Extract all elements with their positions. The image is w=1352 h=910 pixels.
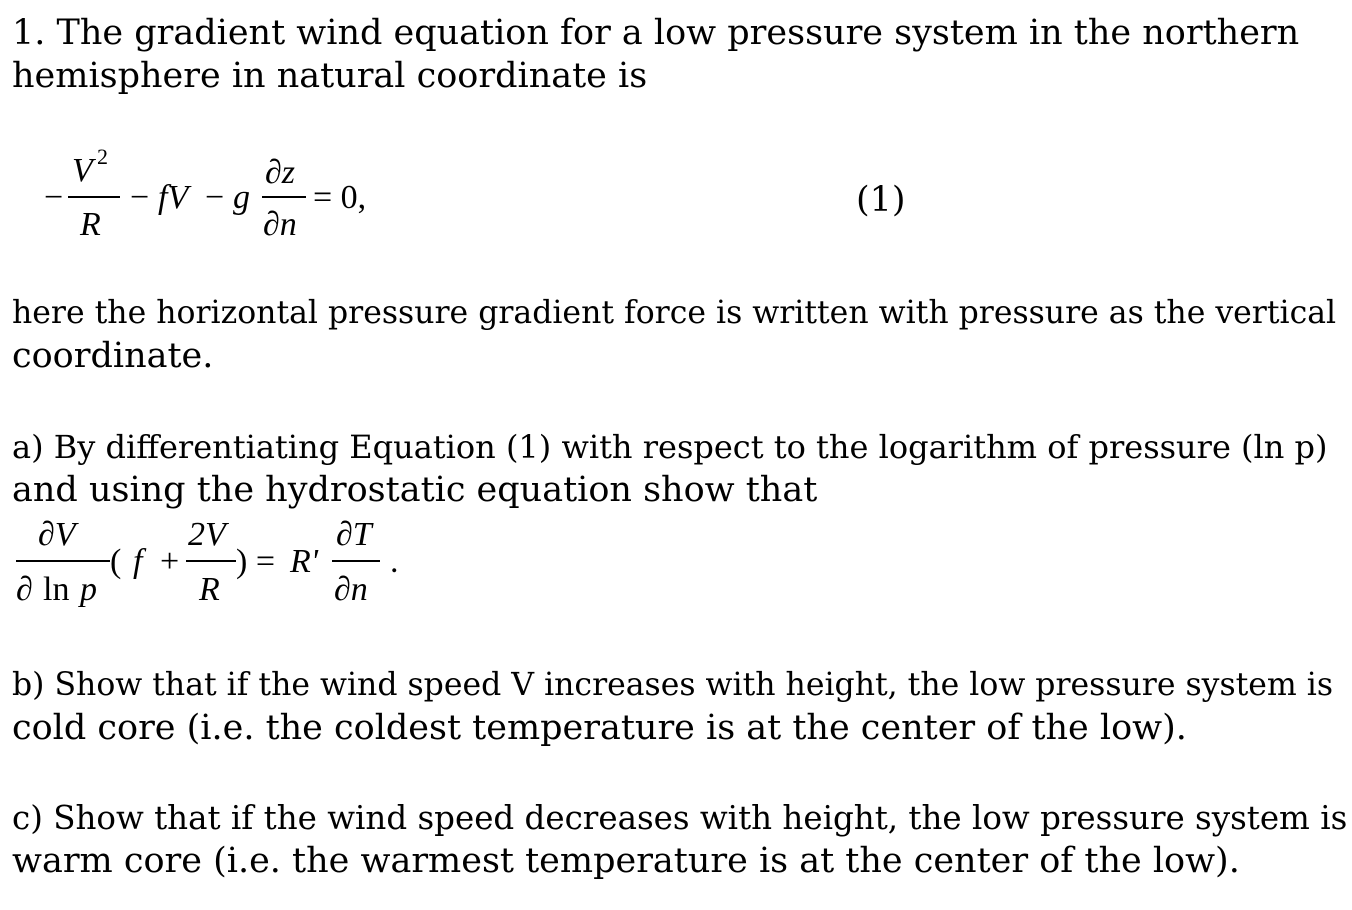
- eq1-fv: fV: [158, 179, 189, 216]
- eq1-leading-minus: −: [44, 179, 64, 216]
- eq1-exponent: 2: [97, 144, 108, 169]
- eq2-fraction-bar-2: [186, 560, 236, 562]
- part-c-line-2: warm core (i.e. the warmest temperature is at the center of the low).: [12, 841, 1240, 881]
- eq2-r-prime: R': [290, 543, 319, 580]
- eq2-p: p: [80, 571, 97, 608]
- part-a-line-1: a) By differentiating Equation (1) with respect to the logarithm of pressure (ln p): [12, 428, 1328, 466]
- part-b-paragraph: [12, 664, 1347, 750]
- after-eq-line-2: coordinate.: [12, 336, 214, 376]
- eq1-v-numerator: V: [72, 152, 93, 189]
- eq2-dn: ∂n: [334, 571, 368, 608]
- eq1-fraction-bar-1: [68, 196, 120, 198]
- eq1-equals-zero: = 0,: [313, 179, 367, 216]
- eq1-dz: ∂z: [265, 154, 296, 191]
- intro-paragraph: [12, 12, 1347, 98]
- eq1-minus-g: −: [205, 179, 225, 216]
- eq2-close-equals: ) =: [236, 543, 284, 580]
- eq1-dn: ∂n: [263, 206, 297, 243]
- part-c-line-1: c) Show that if the wind speed decreases with height, the low pressure system is: [12, 799, 1348, 837]
- part-b-line-2: cold core (i.e. the coldest temperature is at the center of the low).: [12, 708, 1187, 748]
- eq2-partial: ∂: [16, 571, 33, 608]
- eq2-f: f: [133, 543, 143, 580]
- eq2-r-denominator: R: [199, 571, 220, 608]
- eq1-minus-fv: −: [130, 179, 150, 216]
- intro-line-1: 1. The gradient wind equation for a low pressure system in the northern: [12, 13, 1300, 53]
- eq2-fraction-bar-3: [332, 560, 380, 562]
- part-a-paragraph: [12, 426, 1347, 512]
- part-c-paragraph: [12, 797, 1347, 883]
- eq1-g: g: [233, 179, 250, 216]
- eq2-fraction-bar-1: [16, 560, 110, 562]
- intro-line-2: hemisphere in natural coordinate is: [12, 56, 648, 96]
- equation-number: (1): [856, 180, 906, 220]
- eq2-ln: ln: [43, 571, 70, 608]
- eq2-period: .: [390, 543, 399, 580]
- eq1-r-denominator: R: [80, 206, 101, 243]
- eq2-dt: ∂T: [336, 516, 372, 553]
- pressure-coordinate-paragraph: [12, 292, 1347, 378]
- eq2-dv: ∂V: [38, 516, 76, 553]
- eq2-two-v: 2V: [188, 516, 226, 553]
- part-a-line-2: and using the hydrostatic equation show that: [12, 470, 818, 510]
- part-b-line-1: b) Show that if the wind speed V increases with height, the low pressure system is: [12, 667, 1334, 703]
- eq1-fraction-bar-2: [262, 196, 306, 198]
- eq2-open-paren: (: [110, 543, 122, 580]
- after-eq-line-1: here the horizontal pressure gradient force is written with pressure as the vertical: [12, 295, 1337, 331]
- eq2-plus: +: [160, 543, 180, 580]
